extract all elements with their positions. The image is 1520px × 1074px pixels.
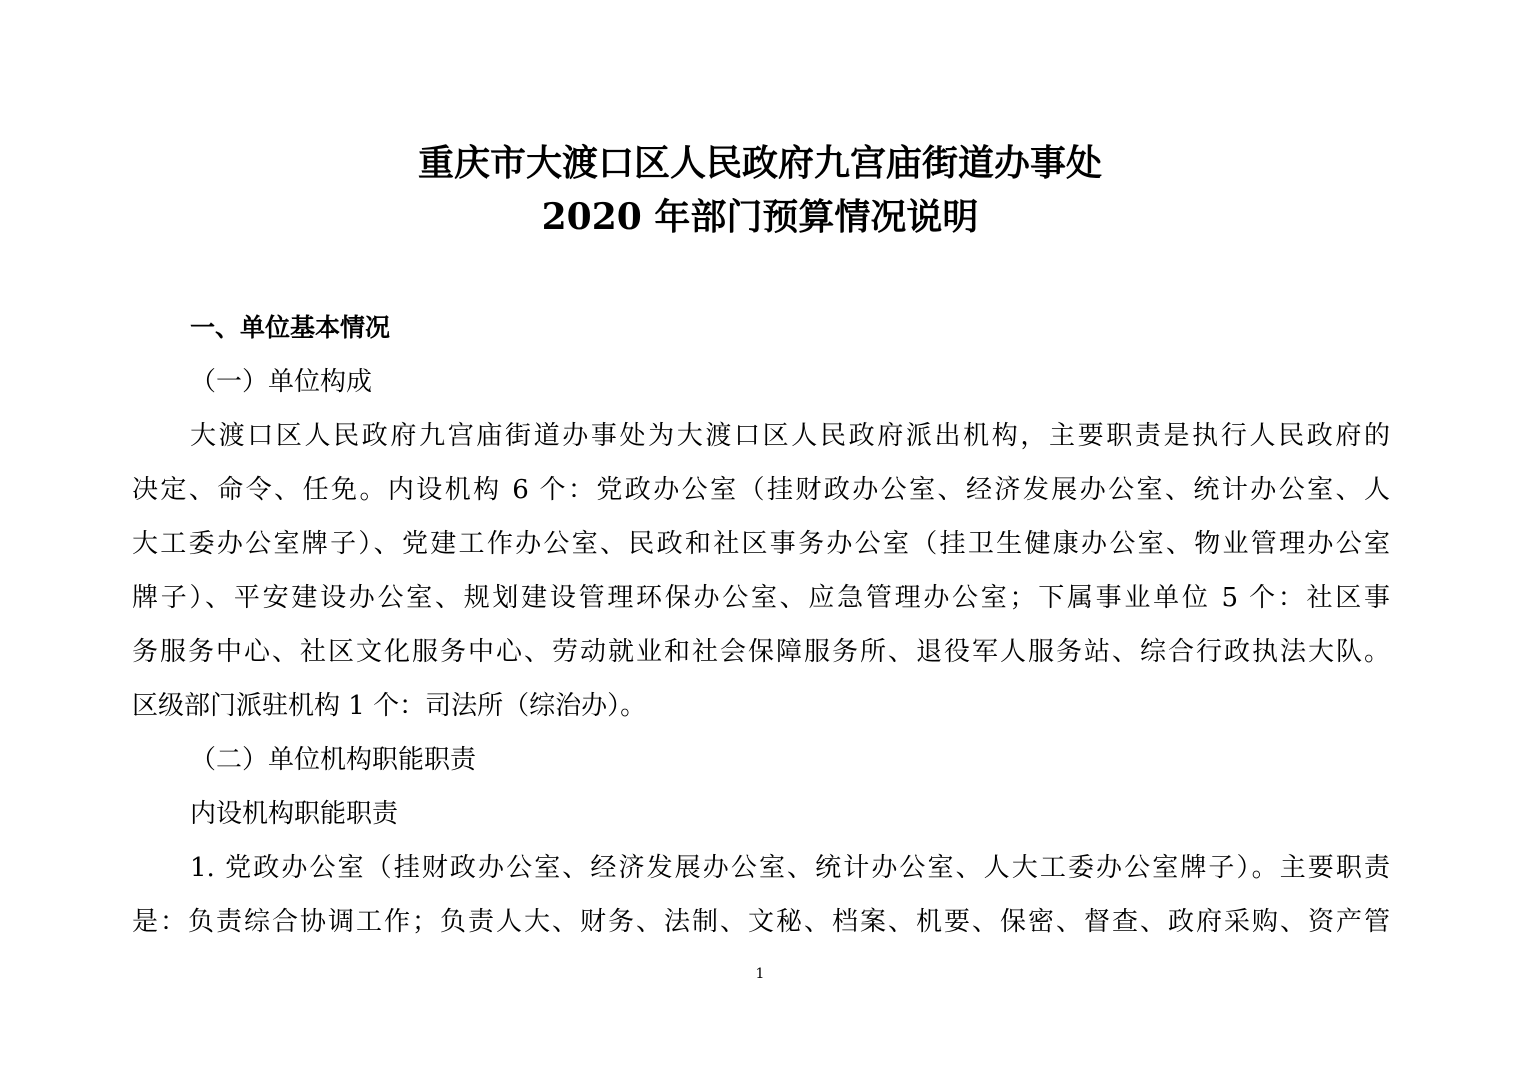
- title-line-2: 2020 年部门预算情况说明: [541, 196, 979, 238]
- document-body: [132, 301, 1390, 949]
- paragraph-line: 务服务中心、社区文化服务中心、劳动就业和社会保障服务所、退役军人服务站、综合行政执法大队。: [132, 637, 1390, 667]
- paragraph-line: 1. 党政办公室（挂财政办公室、经济发展办公室、统计办公室、人大工委办公室牌子）。主要职责: [190, 853, 1390, 883]
- page-number: 1: [755, 966, 765, 982]
- section-heading-basic-info: 一、单位基本情况: [190, 313, 391, 342]
- subsection-heading-functions: （二）单位机构职能职责: [190, 745, 477, 775]
- paragraph-line: 大工委办公室牌子）、党建工作办公室、民政和社区事务办公室（挂卫生健康办公室、物业管理办公室: [132, 529, 1390, 559]
- paragraph-line: 是：负责综合协调工作；负责人大、财务、法制、文秘、档案、机要、保密、督查、政府采购、资产管: [132, 907, 1390, 937]
- document-title: [0, 136, 1520, 244]
- title-line-1: 重庆市大渡口区人民政府九宫庙街道办事处: [417, 142, 1102, 184]
- paragraph-line: 决定、命令、任免。内设机构 6 个：党政办公室（挂财政办公室、经济发展办公室、统计办公室、人: [132, 475, 1390, 505]
- subsection-heading-composition: （一）单位构成: [190, 367, 373, 397]
- paragraph-intro: 内设机构职能职责: [190, 799, 399, 829]
- paragraph-line: 大渡口区人民政府九宫庙街道办事处为大渡口区人民政府派出机构，主要职责是执行人民政府的: [190, 421, 1390, 451]
- paragraph-line: 牌子）、平安建设办公室、规划建设管理环保办公室、应急管理办公室；下属事业单位 5 个：社区事: [132, 583, 1390, 613]
- paragraph-line: 区级部门派驻机构 1 个：司法所（综治办）。: [132, 691, 647, 721]
